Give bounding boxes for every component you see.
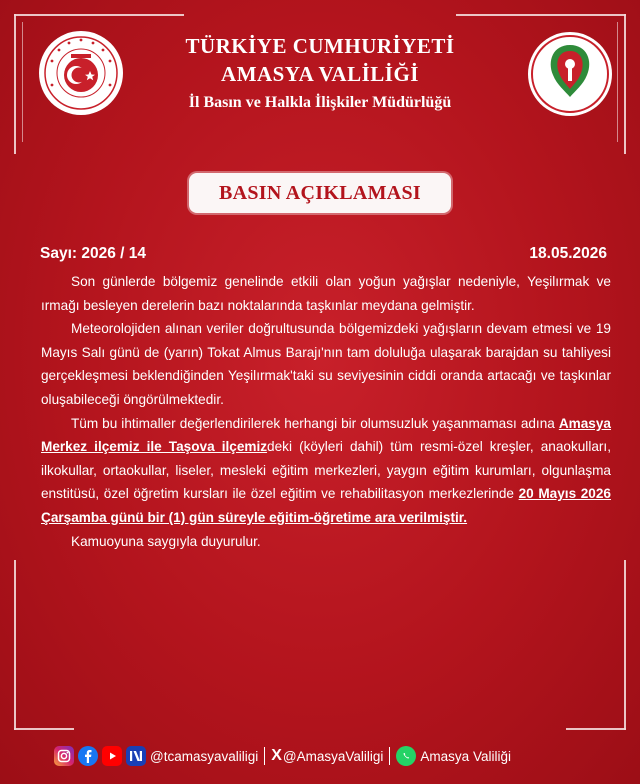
header-line-governorship: AMASYA VALİLİĞİ bbox=[221, 62, 419, 86]
paragraph-2: Meteorolojiden alınan veriler doğrultusunda bölgemizdeki yağışların devam etmesi ve 19 Mayıs Salı günü de (yarın) Tokat Almus Barajı'nın tam doluluğa ulaşarak barajdan su tahliyesi gerçekleşmesi beklendiğinden Yeşilırmak'taki su seviyesinin ciddi oranda artacağı ve taşkınlar oluşabileceği öngörülmektedir. bbox=[41, 321, 611, 407]
youtube-icon[interactable] bbox=[102, 746, 122, 766]
meta-row bbox=[40, 245, 607, 267]
social-media-footer bbox=[54, 743, 511, 769]
press-release-title: BASIN AÇIKLAMASI bbox=[189, 173, 451, 213]
paragraph-3-part-a: Tüm bu ihtimaller değerlendirilerek herhangi bir olumsuzluk yaşanmaması adına bbox=[71, 415, 559, 431]
frame-line-top-right bbox=[456, 14, 626, 16]
frame-line-bottom-right bbox=[566, 728, 626, 730]
x-handle[interactable]: @AmasyaValiligi bbox=[282, 748, 384, 764]
nsosyal-icon[interactable] bbox=[126, 746, 146, 766]
frame-line-bottom-left bbox=[14, 728, 74, 730]
paragraph-3 bbox=[41, 412, 611, 530]
paragraph-3-part-b: deki (köyleri dahil) tüm resmi-özel kreşler, anaokulları, ilkokullar, ortaokullar, liseler, mesleki eğitim merkezleri, yaygın eğitim kurumları, olgunlaşma enstitüsü, özel öğretim kursları ile özel eğitim ve rehabilitasyon merkezlerinde bbox=[41, 439, 611, 502]
instagram-icon[interactable] bbox=[54, 746, 74, 766]
whatsapp-icon[interactable] bbox=[396, 746, 416, 766]
affected-districts-underlined: Amasya Merkez ilçemiz ile Taşova ilçemiz bbox=[41, 415, 611, 455]
x-twitter-icon[interactable]: X bbox=[271, 747, 282, 764]
instagram-handle[interactable]: @tcamasyavaliligi bbox=[150, 748, 259, 764]
frame-line-top-left bbox=[14, 14, 184, 16]
facebook-icon[interactable] bbox=[78, 746, 98, 766]
header-line-country: TÜRKİYE CUMHURİYETİ bbox=[185, 34, 455, 58]
whatsapp-handle[interactable]: Amasya Valiliği bbox=[420, 748, 511, 764]
header-line-directorate: İl Basın ve Halkla İlişkiler Müdürlüğü bbox=[188, 94, 452, 111]
document-number: Sayı: 2026 / 14 bbox=[40, 245, 146, 262]
document-date: 18.05.2026 bbox=[529, 245, 607, 262]
frame-line-right-bottom bbox=[624, 560, 626, 730]
press-release-body bbox=[41, 270, 611, 553]
paragraph-1: Son günlerde bölgemiz genelinde etkili olan yoğun yağışlar nedeniyle, Yeşilırmak ve ırmağı besleyen derelerin bazı noktalarında taşkınlar meydana gelmiştir. bbox=[41, 274, 611, 313]
suspension-date-underlined: 20 Mayıs 2026 Çarşamba günü bir (1) gün süreyle eğitim-öğretime ara verilmiştir. bbox=[41, 486, 611, 525]
paragraph-closing: Kamuoyuna saygıyla duyurulur. bbox=[71, 533, 261, 549]
footer-separator-1 bbox=[264, 747, 265, 765]
frame-line-left-bottom bbox=[14, 560, 16, 730]
footer-separator-2 bbox=[389, 747, 390, 765]
